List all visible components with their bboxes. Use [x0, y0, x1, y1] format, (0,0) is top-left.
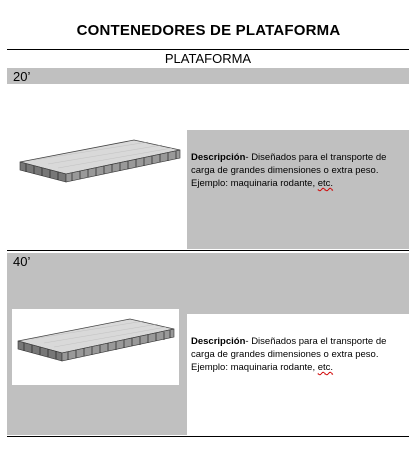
subheading: PLATAFORMA: [164, 51, 252, 66]
description-etc: etc.: [317, 362, 334, 373]
section-divider: [7, 250, 409, 251]
description-label: Descripción: [191, 152, 246, 163]
section-20-description: [191, 151, 401, 190]
description-text: - Diseñados para el transporte de carga de grandes dimensiones o extra peso. Ejemplo: maquinaria rodante,: [191, 336, 387, 373]
top-rule: [7, 49, 409, 50]
platform-20-image: [14, 130, 186, 208]
flat-rack-container-icon: [14, 130, 186, 208]
description-label: Descripción: [191, 336, 246, 347]
document-title: CONTENEDORES DE PLATAFORMA: [76, 22, 341, 39]
section-40-header: [7, 253, 409, 314]
section-20-label: 20’: [13, 69, 31, 84]
platform-40-image: [12, 309, 179, 385]
section-40-description: [191, 335, 401, 374]
description-text: - Diseñados para el transporte de carga de grandes dimensiones o extra peso. Ejemplo: maquinaria rodante,: [191, 152, 387, 189]
section-40-description-cell: [187, 314, 409, 435]
bottom-rule: [7, 436, 409, 437]
section-40-label: 40’: [13, 254, 31, 269]
description-etc: etc.: [317, 178, 334, 189]
section-20-header: [7, 68, 409, 84]
flat-rack-container-icon: [12, 309, 179, 385]
section-20-description-cell: [187, 130, 409, 249]
